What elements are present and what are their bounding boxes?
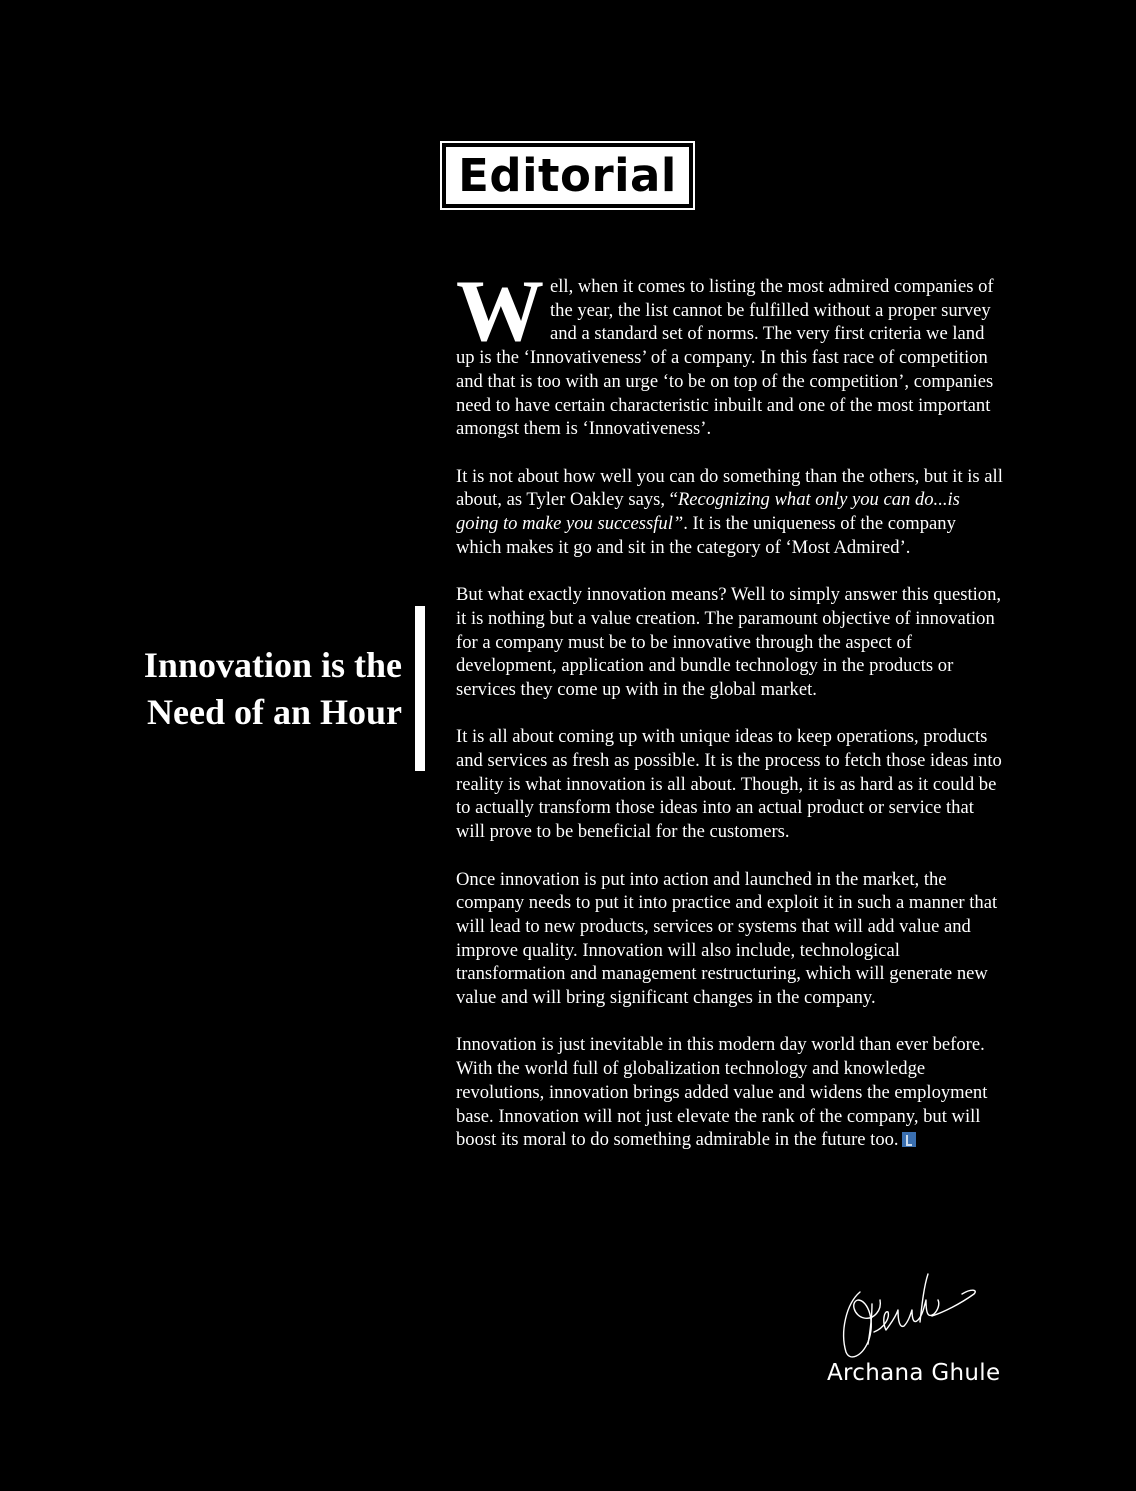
author-name: Archana Ghule (827, 1360, 1001, 1386)
masthead-box (440, 141, 695, 210)
paragraph-6 (456, 1033, 1004, 1152)
headline-divider-bar (415, 606, 425, 771)
headline-line-1: Innovation is the (143, 645, 402, 685)
paragraph-1 (456, 263, 1004, 441)
headline-line-2: Need of an Hour (147, 692, 402, 732)
paragraph-5: Once innovation is put into action and launched in the market, the company needs to put it into practice and exploit it in such a manner that will lead to new products, services or systems that will add value and improve quality. Innovation will also include, technological transformation and management restructuring, which will generate new value and will bring significant changes in the company. (456, 868, 998, 1009)
signature-icon (838, 1270, 980, 1362)
article-body (456, 263, 1004, 1176)
paragraph-2-quote: Recognizing what only you can do...is going to make you successful” (456, 489, 960, 535)
drop-cap: W (456, 263, 544, 360)
headline (60, 642, 402, 736)
paragraph-3: But what exactly innovation means? Well to simply answer this question, it is nothing but a value creation. The paramount objective of innovation for a company must be to be innovative through the aspect of development, application and bundle technology in the products or services they come up with in the global market. (456, 584, 1002, 700)
paragraph-2-text-after: . It is the uniqueness of the company which makes it go and sit in the category of ‘Most Admired’. (456, 513, 956, 558)
end-mark-icon (902, 1132, 916, 1147)
paragraph-6-text: Innovation is just inevitable in this modern day world than ever before. With the world full of globalization technology and knowledge revolutions, innovation brings added value and widens the employment base. Innovation will not just elevate the rank of the company, but will boost its moral to do something admirable in the future too. (456, 1034, 988, 1151)
paragraph-1-text: ell, when it comes to listing the most admired companies of the year, the list cannot be fulfilled without a proper survey and a standard set of norms. The very first criteria we land up is the ‘Innovativeness’ of a company. In this fast race of competition and that is too with an urge ‘to be on top of the competition’, companies need to have certain characteristic inbuilt and one of the most important amongst them is ‘Innovativeness’. (456, 276, 994, 440)
masthead-title: Editorial (446, 147, 689, 204)
paragraph-4: It is all about coming up with unique ideas to keep operations, products and services as fresh as possible. It is the process to fetch those ideas into reality is what innovation is all about. Though, it is as hard as it could be to actually transform those ideas into an actual product or service that will prove to be beneficial for the customers. (456, 726, 1002, 843)
paragraph-2 (456, 465, 1004, 560)
paragraph-2-text-before: It is not about how well you can do something than the others, but it is all about, as Tyler Oakley says, “ (456, 465, 1003, 511)
